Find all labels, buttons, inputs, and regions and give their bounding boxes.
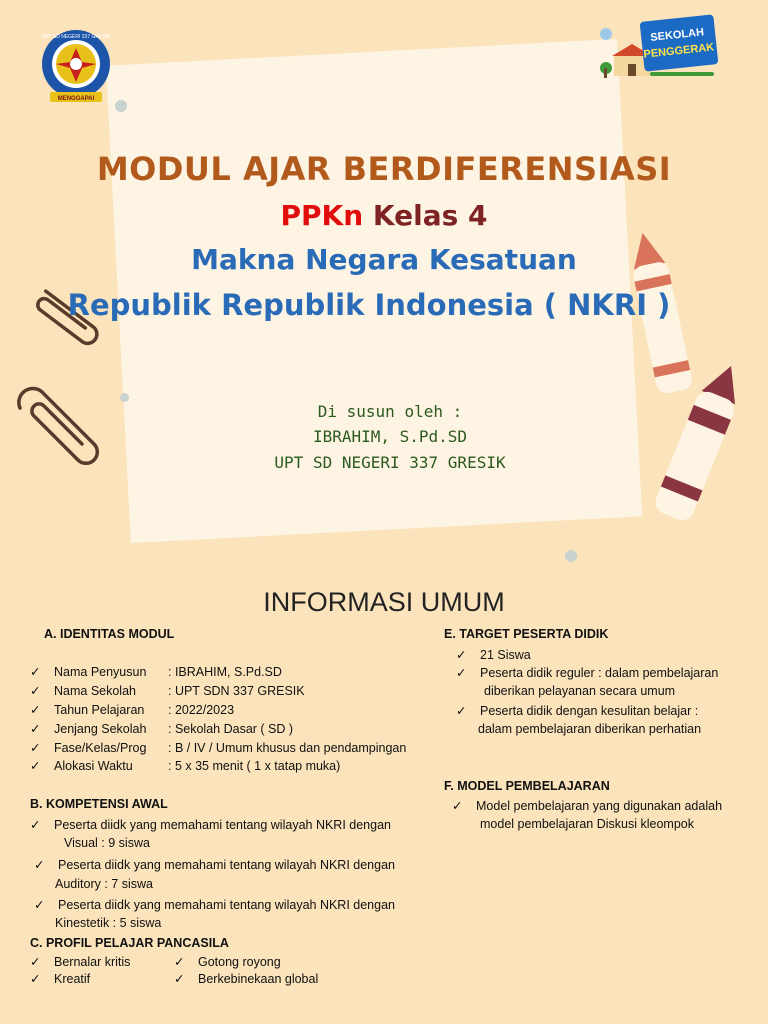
identity-row: ✓ Nama Sekolah : UPT SDN 337 GRESIK bbox=[30, 684, 305, 698]
profile-item: ✓ Berkebinekaan global bbox=[174, 972, 319, 986]
competency-item: ✓ Peserta diidk yang memahami tentang wilayah NKRI dengan bbox=[34, 898, 395, 912]
section-a-heading: A. IDENTITAS MODUL bbox=[44, 627, 175, 641]
target-item-detail: diberikan pelayanan secara umum bbox=[484, 684, 676, 698]
logo-right-line2: PENGGERAK bbox=[642, 41, 715, 61]
profile-item: ✓ Bernalar kritis bbox=[30, 955, 131, 969]
author-name: IBRAHIM, S.Pd.SD bbox=[312, 427, 468, 446]
crayon-icon bbox=[640, 358, 760, 528]
section-c-heading: C. PROFIL PELAJAR PANCASILA bbox=[30, 936, 229, 950]
target-item: ✓ Peserta didik dengan kesulitan belajar : bbox=[456, 704, 699, 718]
school-logo bbox=[38, 28, 114, 110]
competency-item: ✓ Peserta diidk yang memahami tentang wilayah NKRI dengan bbox=[34, 858, 395, 872]
decor-dot bbox=[115, 100, 127, 112]
subject-title bbox=[0, 199, 768, 232]
subject-grade: Kelas 4 bbox=[372, 199, 488, 232]
identity-row: ✓ Nama Penyusun : IBRAHIM, S.Pd.SD bbox=[30, 665, 282, 679]
competency-item: ✓ Peserta diidk yang memahami tentang wilayah NKRI dengan bbox=[30, 818, 391, 832]
info-section-title: INFORMASI UMUM bbox=[263, 587, 505, 617]
identity-row: ✓ Tahun Pelajaran : 2022/2023 bbox=[30, 703, 235, 717]
competency-item-detail: Kinestetik : 5 siswa bbox=[55, 916, 162, 930]
profile-item: ✓ Kreatif bbox=[30, 972, 91, 986]
section-e-heading: E. TARGET PESERTA DIDIK bbox=[444, 627, 609, 641]
identity-row: ✓ Fase/Kelas/Prog : B / IV / Umum khusus dan pendampingan bbox=[30, 741, 407, 755]
target-item: ✓ Peserta didik reguler : dalam pembelajaran bbox=[456, 666, 719, 680]
model-item: ✓ Model pembelajaran yang digunakan adalah bbox=[452, 799, 723, 813]
decor-dot bbox=[565, 550, 577, 562]
sekolah-penggerak-logo bbox=[598, 12, 720, 82]
profile-item: ✓ Gotong royong bbox=[174, 955, 281, 969]
section-f-heading: F. MODEL PEMBELAJARAN bbox=[444, 779, 610, 793]
identity-row: ✓ Jenjang Sekolah : Sekolah Dasar ( SD ) bbox=[30, 722, 294, 736]
competency-item-detail: Auditory : 7 siswa bbox=[55, 877, 153, 891]
identity-row: ✓ Alokasi Waktu : 5 x 35 menit ( 1 x tatap muka) bbox=[30, 759, 341, 773]
school-name: UPT SD NEGERI 337 GRESIK bbox=[274, 453, 506, 472]
target-item-detail: dalam pembelajaran diberikan perhatian bbox=[478, 722, 702, 736]
decor-dot bbox=[120, 393, 129, 402]
module-title: MODUL AJAR BERDIFERENSIASI bbox=[96, 150, 672, 188]
prepared-by-label: Di susun oleh : bbox=[317, 402, 463, 421]
target-item: ✓ 21 Siswa bbox=[456, 648, 531, 662]
logo-banner-text: MENGGAPAI bbox=[57, 96, 95, 102]
paperclip-icon bbox=[10, 378, 110, 478]
section-b-heading: B. KOMPETENSI AWAL bbox=[30, 797, 168, 811]
topic-line-1: Makna Negara Kesatuan bbox=[191, 243, 577, 276]
subject-name: PPKn bbox=[280, 199, 373, 232]
topic-line-2: Republik Republik Indonesia ( NKRI ) bbox=[67, 288, 671, 322]
logo-right-line1: SEKOLAH bbox=[649, 26, 705, 44]
competency-item-detail: Visual : 9 siswa bbox=[64, 836, 150, 850]
logo-ring-text: UPT SD NEGERI 337 GRESIK bbox=[41, 34, 111, 40]
model-item-detail: model pembelajaran Diskusi kleompok bbox=[480, 817, 694, 831]
